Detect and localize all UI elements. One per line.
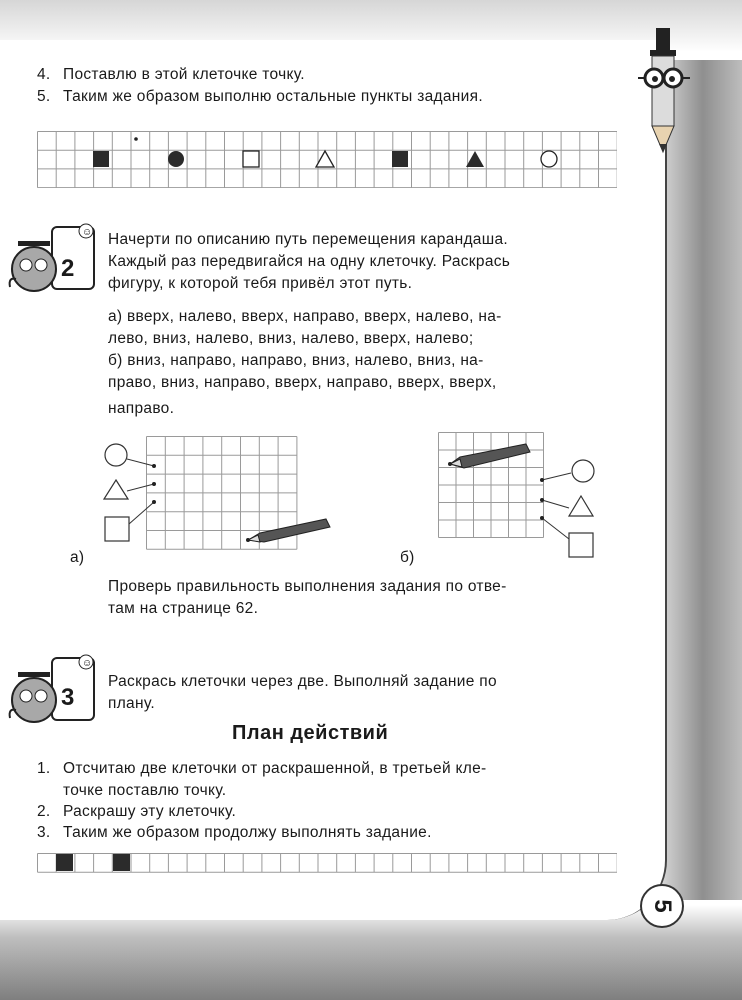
pencil-icon [448,444,530,468]
route-b-line: право, вниз, направо, вверх, направо, вверх, вверх, [108,374,497,391]
white-triangle-shape [316,151,334,167]
label-a: а) [70,549,85,566]
filled-cell [113,854,130,871]
triangle-target-shape [569,496,593,516]
route-grid-a [100,436,340,551]
plan-title: План действий [232,722,389,744]
square-target-shape [105,517,129,541]
dot-mark [134,137,138,141]
filled-cell [56,854,73,871]
triangle-target-shape [104,480,128,499]
black-square-shape [93,151,109,167]
task-2-instruction-line: фигуру, к которой тебя привёл этот путь. [108,275,413,292]
shapes-grid [37,131,617,188]
svg-text:☺: ☺ [82,658,93,669]
plan-step-3: 3. Таким же образом продолжу выполнять задание. [37,824,432,841]
task-3-instruction-line: плану. [108,695,155,712]
step-5: 5. Таким же образом выполню остальные пункты задания. [37,88,483,105]
circle-target-shape [572,460,594,482]
circle-target-shape [105,444,127,466]
task-2-number: 2 [61,255,75,282]
check-line: там на странице 62. [108,600,259,617]
svg-text:☺: ☺ [82,227,93,238]
step-4: 4. Поставлю в этой клеточке точку. [37,66,305,83]
black-circle-shape [168,151,184,167]
route-b-line: направо. [108,400,175,417]
task-2-instruction-line: Начерти по описанию путь перемещения карандаша. [108,231,508,248]
plan-step-1-cont: точке поставлю точку. [63,782,227,799]
label-b: б) [400,549,415,566]
check-line: Проверь правильность выполнения задания по отве- [108,578,507,595]
route-b-line: б) вниз, направо, направо, вниз, налево, вниз, на- [108,352,484,369]
plan-step-2: 2. Раскрашу эту клеточку. [37,803,237,820]
route-a-line: а) вверх, налево, вверх, направо, вверх, налево, на- [108,308,502,325]
black-square-shape-2 [392,151,408,167]
task-3-instruction-line: Раскрась клеточки через две. Выполняй задание по [108,673,497,690]
plan-step-1: 1. Отсчитаю две клеточки от раскрашенной, в третьей кле- [37,760,487,777]
coloring-row-grid [37,853,617,873]
task-3-badge-icon [4,648,99,738]
route-grid-b [438,432,608,562]
black-triangle-shape [466,151,484,167]
task-3-number: 3 [61,684,75,711]
white-square-shape [243,151,259,167]
page-number: 5 [640,884,684,928]
route-a-line: лево, вниз, налево, вниз, налево, вверх, налево; [108,330,474,347]
pencil-mascot-icon [628,20,698,160]
task-2-badge-icon [4,217,99,307]
task-2-instruction-line: Каждый раз передвигайся на одну клеточку. Раскрась [108,253,511,270]
square-target-shape [569,533,593,557]
white-circle-shape [541,151,557,167]
